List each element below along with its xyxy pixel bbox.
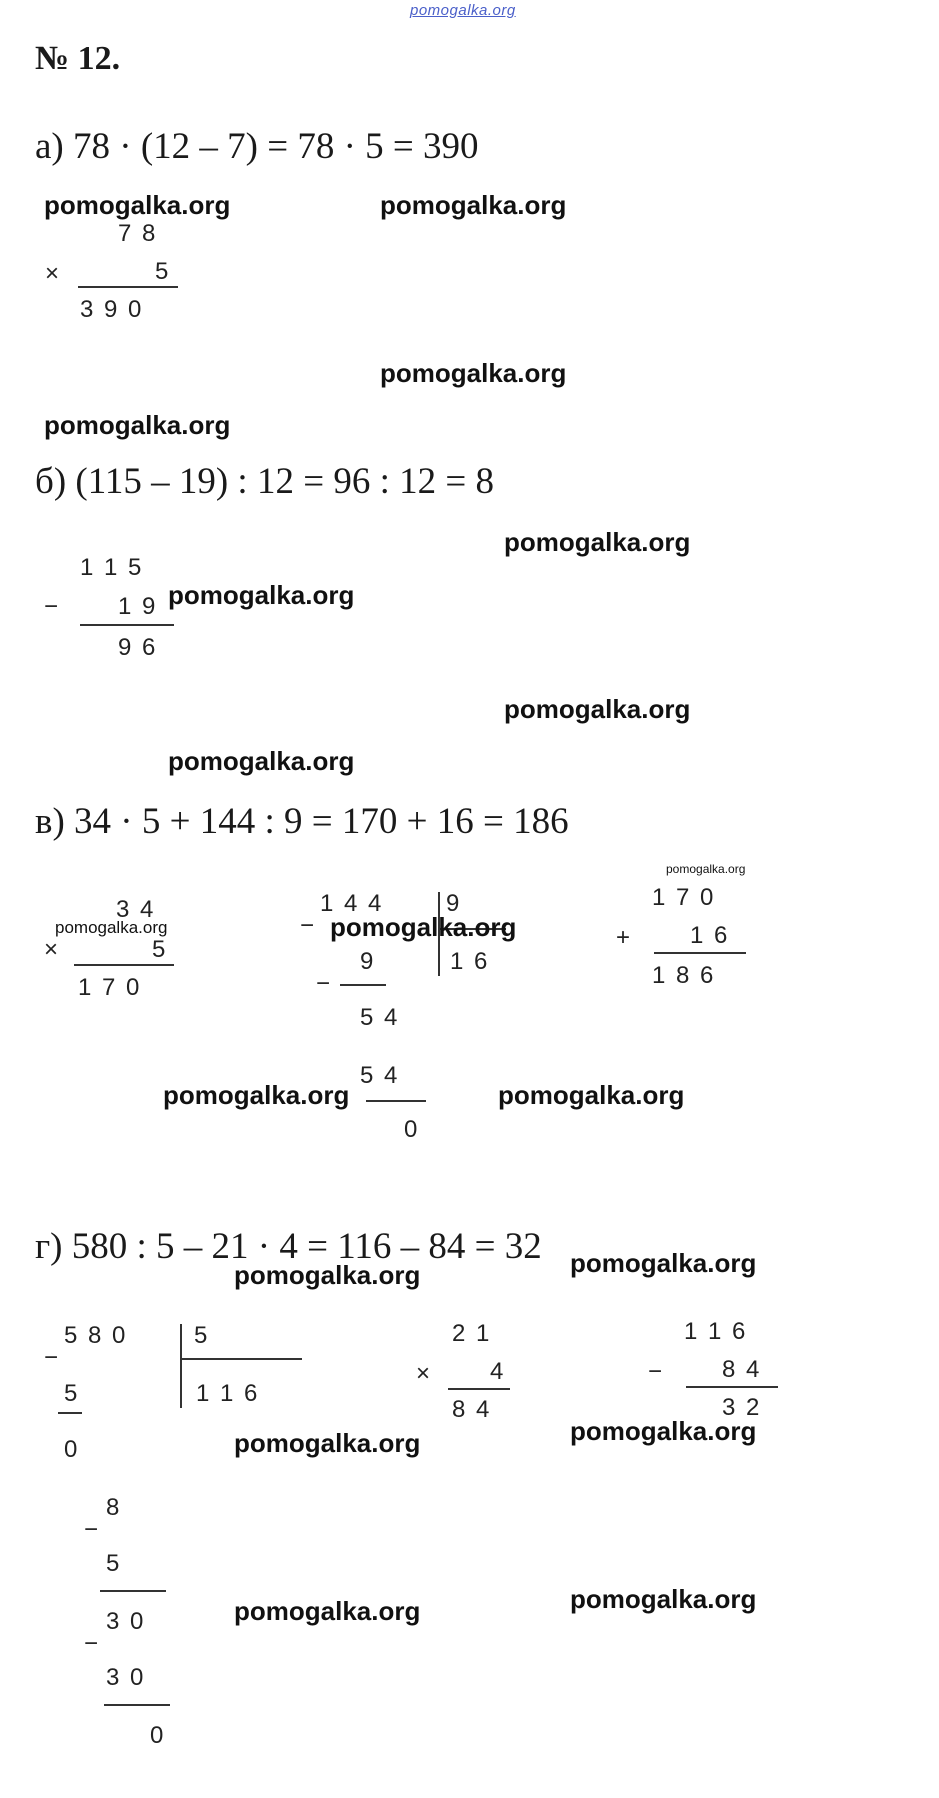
multiplier: 5	[155, 258, 171, 285]
remainder-line	[100, 1590, 166, 1592]
minuend: 1 1 6	[684, 1318, 748, 1345]
multiplicand: 7 8	[118, 220, 158, 247]
watermark: pomogalka.org	[163, 1080, 350, 1110]
multiply-sign: ×	[44, 936, 59, 963]
remainder-line	[104, 1704, 170, 1706]
dividend: 5 8 0	[64, 1322, 128, 1349]
divisor: 9	[446, 890, 462, 917]
difference: 3 2	[722, 1394, 762, 1421]
result-line	[80, 624, 174, 626]
quotient-line	[182, 1358, 302, 1360]
quotient: 1 1 6	[196, 1380, 260, 1407]
minus-sign: −	[648, 1358, 663, 1385]
addend-1: 1 7 0	[652, 884, 716, 911]
minus-sign: −	[84, 1630, 99, 1657]
subtract-1: 9	[360, 948, 376, 975]
remainder-line	[58, 1412, 82, 1414]
equation-b: б) (115 – 19) : 12 = 96 : 12 = 8	[35, 461, 494, 502]
multiply-sign: ×	[416, 1360, 431, 1387]
remainder-1: 0	[64, 1436, 80, 1463]
product: 1 7 0	[78, 974, 142, 1001]
watermark: pomogalka.org	[570, 1248, 757, 1278]
result-line	[78, 286, 178, 288]
multiplier: 4	[490, 1358, 506, 1385]
watermark: pomogalka.org	[666, 862, 746, 876]
subtract-1: 5	[64, 1380, 80, 1407]
watermark: pomogalka.org	[44, 190, 231, 220]
remainder-2: 3 0	[106, 1608, 146, 1635]
site-logo: pomogalka.org	[410, 2, 516, 19]
result-line	[686, 1386, 778, 1388]
subtrahend: 8 4	[722, 1356, 762, 1383]
remainder-line	[366, 1100, 426, 1102]
sum: 1 8 6	[652, 962, 716, 989]
plus-sign: +	[616, 924, 631, 951]
multiplicand: 3 4	[116, 896, 156, 923]
watermark: pomogalka.org	[570, 1416, 757, 1446]
product: 8 4	[452, 1396, 492, 1423]
equation-g: г) 580 : 5 – 21 · 4 = 116 – 84 = 32	[35, 1226, 542, 1267]
watermark: pomogalka.org	[504, 694, 691, 724]
watermark: pomogalka.org	[44, 410, 231, 440]
minus-sign: −	[44, 1344, 59, 1371]
watermark: pomogalka.org	[168, 746, 355, 776]
watermark: pomogalka.org	[380, 190, 567, 220]
watermark: pomogalka.org	[504, 527, 691, 557]
remainder-1: 5 4	[360, 1004, 400, 1031]
watermark: pomogalka.org	[330, 912, 517, 942]
dividend: 1 4 4	[320, 890, 384, 917]
minus-sign: −	[84, 1516, 99, 1543]
remainder-3: 0	[150, 1722, 166, 1749]
result-line	[74, 964, 174, 966]
watermark: pomogalka.org	[234, 1596, 421, 1626]
subtract-3: 3 0	[106, 1664, 146, 1691]
minus-sign: −	[316, 970, 331, 997]
watermark: pomogalka.org	[55, 918, 168, 937]
minuend: 1 1 5	[80, 554, 144, 581]
minus-sign: −	[44, 593, 59, 620]
result-line	[448, 1388, 510, 1390]
addend-2: 1 6	[690, 922, 730, 949]
minus-sign: −	[300, 912, 315, 939]
exercise-title: № 12.	[35, 40, 121, 77]
equation-v: в) 34 · 5 + 144 : 9 = 170 + 16 = 186	[35, 801, 569, 842]
multiplicand: 2 1	[452, 1320, 492, 1347]
multiply-sign: ×	[45, 260, 60, 287]
remainder-line	[340, 984, 386, 986]
difference: 9 6	[118, 634, 158, 661]
watermark: pomogalka.org	[380, 358, 567, 388]
watermark: pomogalka.org	[234, 1428, 421, 1458]
watermark: pomogalka.org	[168, 580, 355, 610]
subtract-2: 5	[106, 1550, 122, 1577]
quotient: 1 6	[450, 948, 490, 975]
watermark: pomogalka.org	[234, 1260, 421, 1290]
bring-down: 8	[106, 1494, 122, 1521]
remainder-2: 0	[404, 1116, 420, 1143]
watermark: pomogalka.org	[570, 1584, 757, 1614]
subtrahend: 1 9	[118, 593, 158, 620]
multiplier: 5	[152, 936, 168, 963]
equation-a: а) 78 · (12 – 7) = 78 · 5 = 390	[35, 126, 479, 167]
subtract-2: 5 4	[360, 1062, 400, 1089]
result-line	[654, 952, 746, 954]
divisor: 5	[194, 1322, 210, 1349]
division-bar	[180, 1324, 182, 1408]
watermark: pomogalka.org	[498, 1080, 685, 1110]
product: 3 9 0	[80, 296, 144, 323]
